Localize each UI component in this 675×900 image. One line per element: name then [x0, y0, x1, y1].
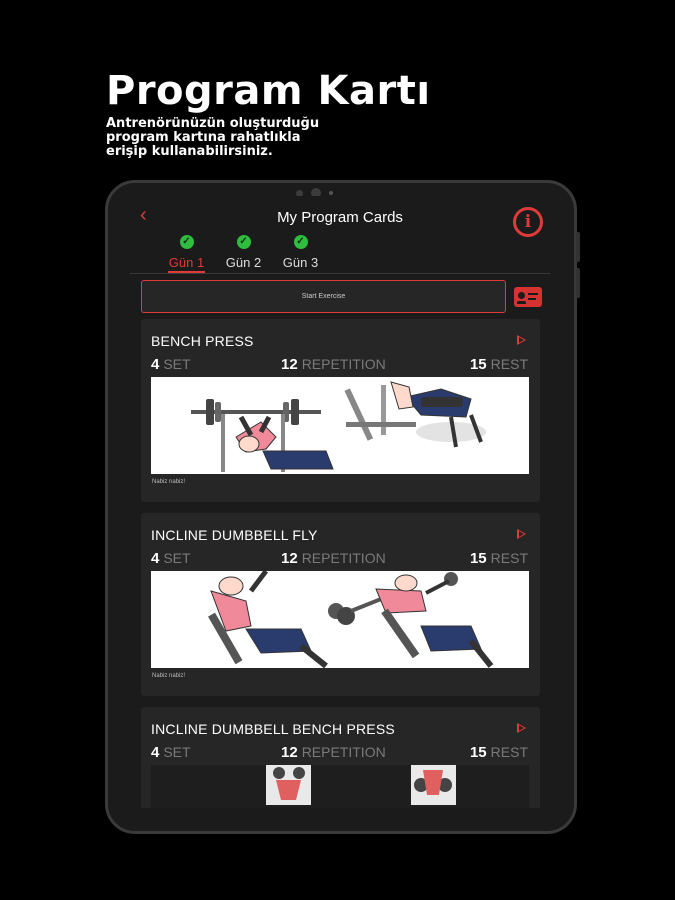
promo-title: Program Kartı	[106, 68, 431, 114]
exercise-note: Nabiz nabiz!	[152, 479, 186, 485]
repetition-count: 12 REPETITION	[281, 550, 386, 567]
id-card-icon[interactable]	[514, 287, 542, 307]
tab-label: Gün 1	[168, 255, 205, 270]
exercise-card-bench-press[interactable]	[141, 319, 540, 502]
rest-count: 15 REST	[469, 550, 528, 567]
repetition-count: 12 REPETITION	[281, 744, 386, 761]
set-count: 4 SET	[151, 744, 191, 761]
tab-day-1[interactable]	[166, 235, 207, 270]
promo-subtitle: Antrenörünüzün oluşturduğu program kartına rahatlıkla erişip kullanabilirsiniz.	[106, 116, 320, 159]
set-count: 4 SET	[151, 550, 191, 567]
play-icon[interactable]	[517, 335, 526, 345]
tab-label: Gün 2	[225, 255, 262, 270]
exercise-illustration	[151, 377, 529, 474]
exercise-name: BENCH PRESS	[151, 333, 254, 349]
exercise-illustration	[151, 571, 529, 668]
day-tabs	[166, 235, 321, 270]
chevron-left-icon[interactable]: ‹	[140, 204, 147, 226]
set-count: 4 SET	[151, 356, 191, 373]
exercise-note: Nabiz nabiz!	[152, 673, 186, 679]
page-title: My Program Cards	[277, 209, 403, 226]
tablet-side-button	[576, 268, 580, 298]
exercise-name: INCLINE DUMBBELL FLY	[151, 527, 318, 543]
exercise-illustration	[151, 765, 529, 808]
start-exercise-button[interactable]: Start Exercise	[141, 280, 506, 313]
rest-count: 15 REST	[469, 744, 528, 761]
tab-day-2[interactable]	[223, 235, 264, 270]
tab-label: Gün 3	[282, 255, 319, 270]
info-icon[interactable]: i	[513, 207, 543, 237]
exercise-card-incline-dumbbell-bench-press[interactable]	[141, 707, 540, 808]
play-icon[interactable]	[517, 529, 526, 539]
tab-day-3[interactable]	[280, 235, 321, 270]
play-icon[interactable]	[517, 723, 526, 733]
check-icon: ✓	[294, 235, 308, 249]
app-screen	[122, 196, 558, 808]
exercise-name: INCLINE DUMBBELL BENCH PRESS	[151, 721, 395, 737]
rest-count: 15 REST	[469, 356, 528, 373]
check-icon: ✓	[237, 235, 251, 249]
tabs-divider	[130, 273, 550, 274]
tablet-side-button	[576, 232, 580, 262]
repetition-count: 12 REPETITION	[281, 356, 386, 373]
check-icon: ✓	[180, 235, 194, 249]
exercise-card-incline-dumbbell-fly[interactable]	[141, 513, 540, 696]
